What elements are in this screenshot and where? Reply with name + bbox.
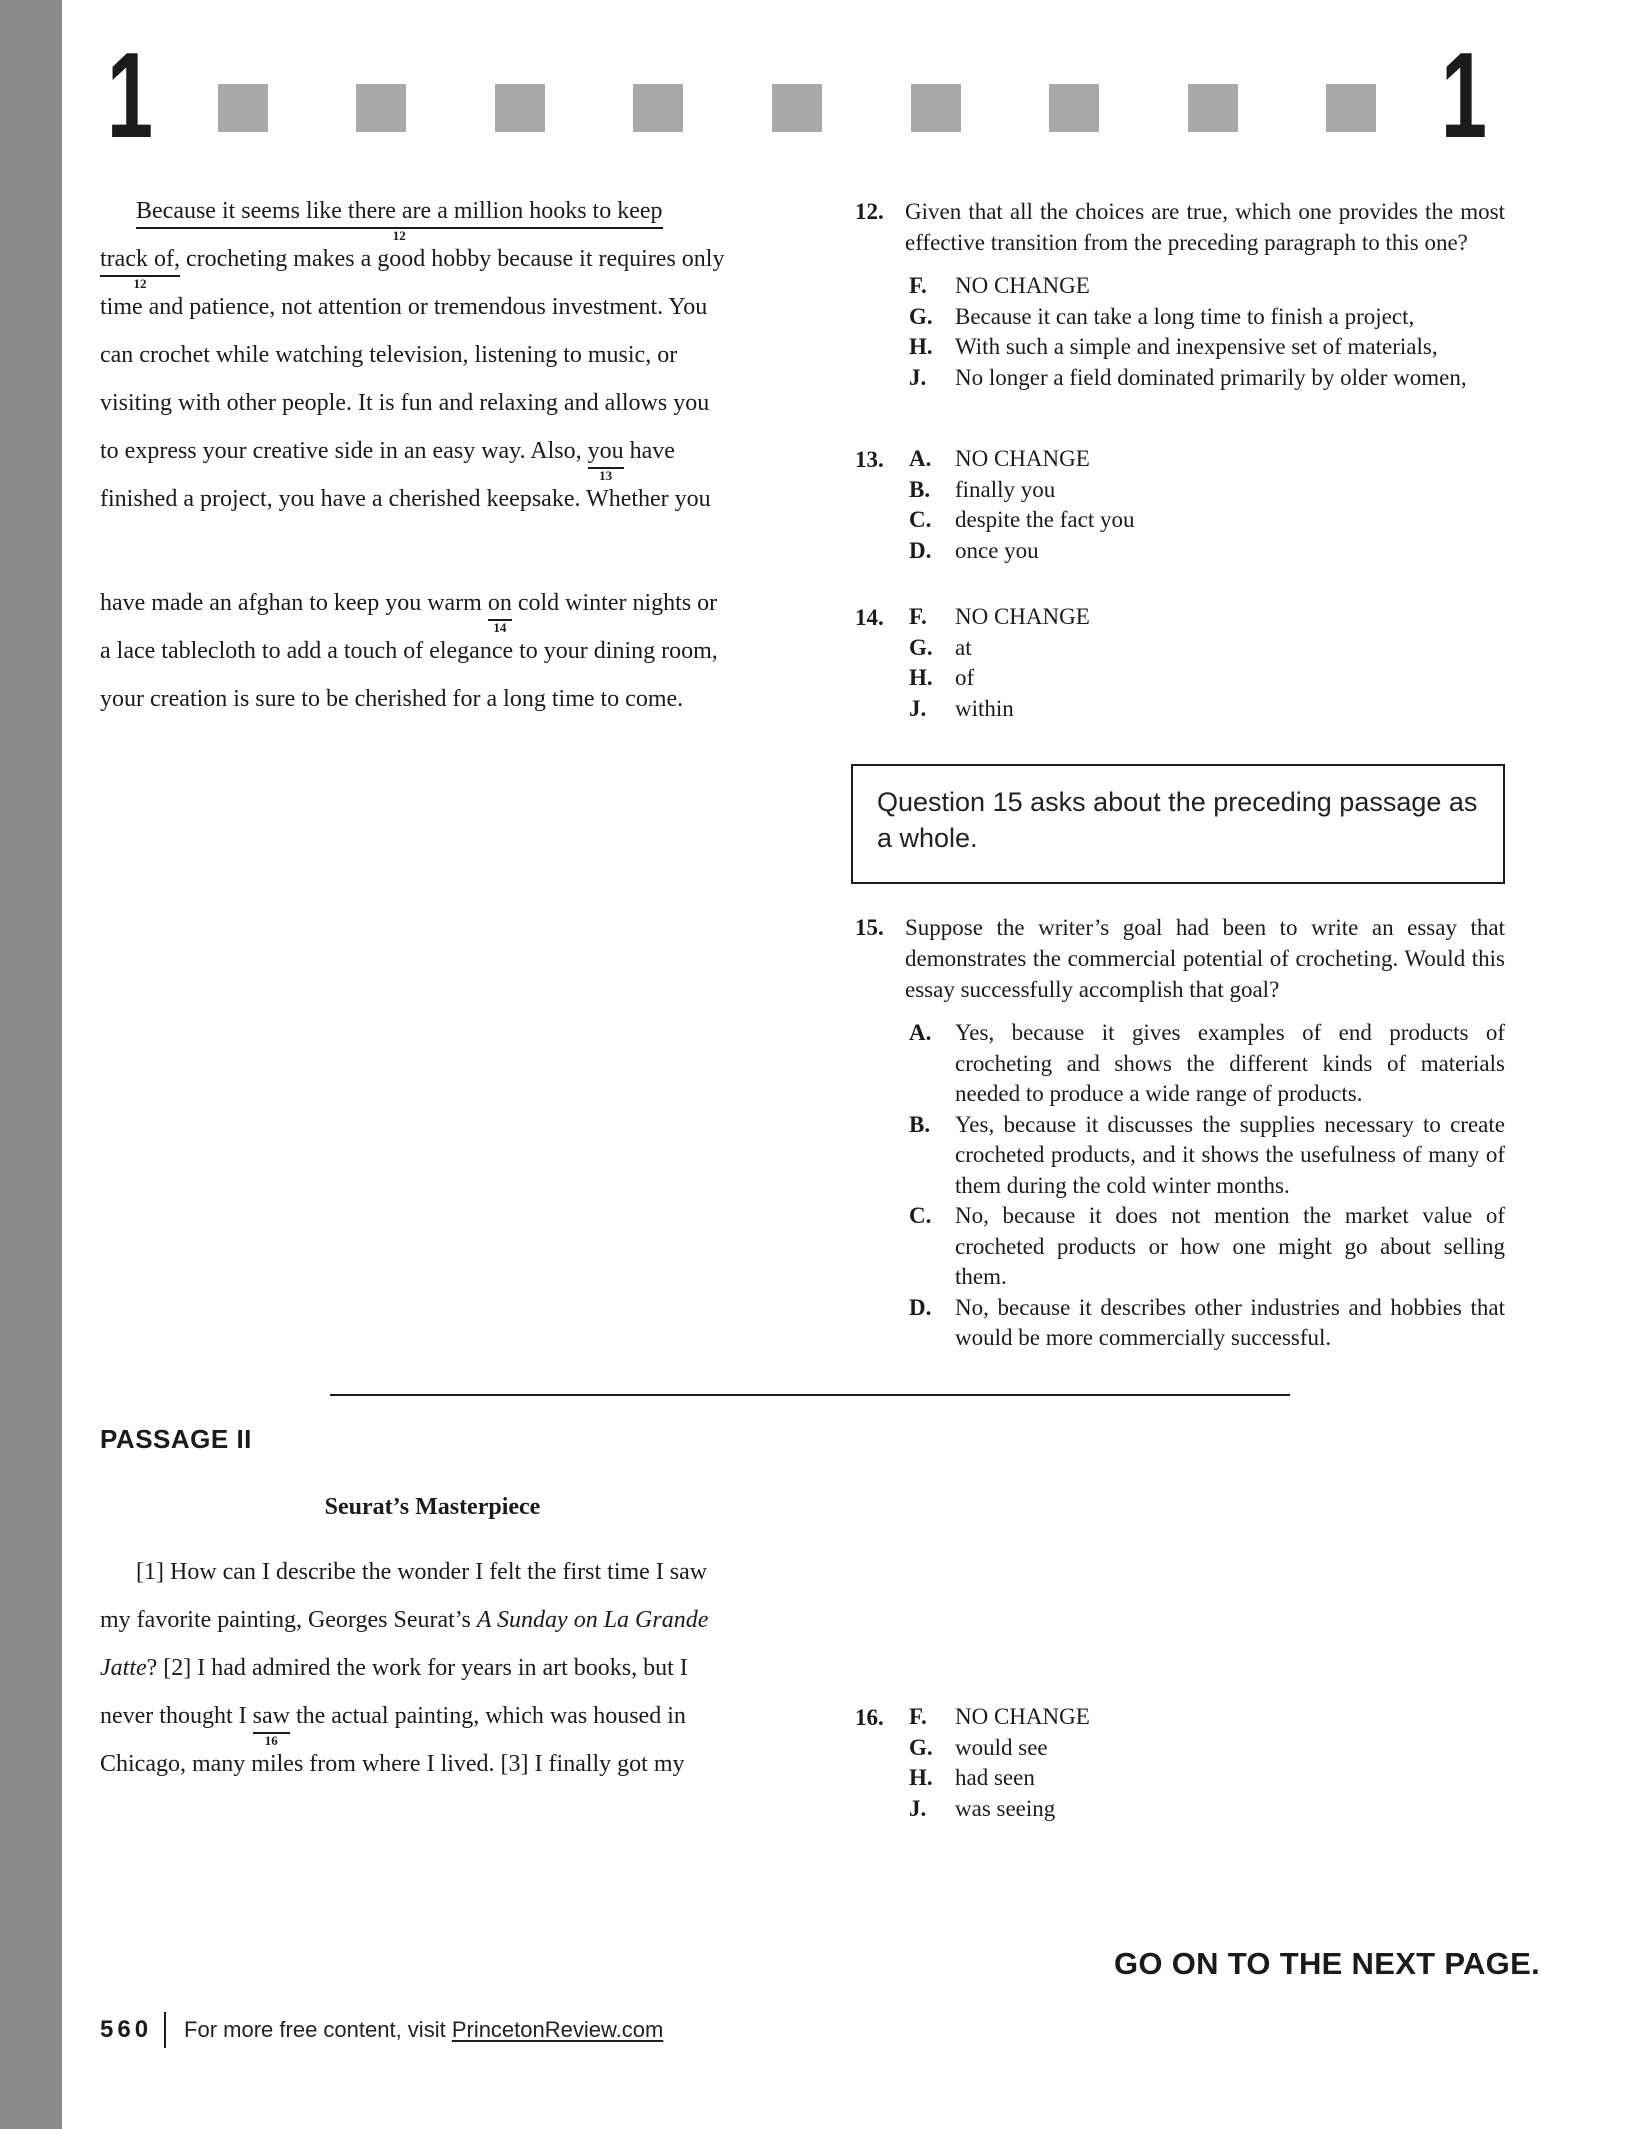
choice-text: had seen	[955, 1765, 1035, 1790]
underline-marker-number: 16	[264, 1732, 278, 1748]
choice-letter: J.	[909, 1795, 927, 1821]
question-14	[845, 602, 1505, 724]
choice-12-h	[905, 332, 1505, 363]
passage-text-segment: ? [2] I had admired the work for years in art books, but I	[146, 1655, 688, 1681]
choice-letter: F.	[909, 604, 927, 629]
choice-14-g	[905, 633, 1505, 664]
passage-2-title: Seurat’s Masterpiece	[324, 1494, 541, 1520]
underline-marker-number: 14	[493, 619, 507, 635]
question-number: 16.	[855, 1705, 884, 1730]
question-12	[845, 196, 1505, 393]
footer-divider	[164, 2012, 166, 2048]
choice-text: would see	[955, 1734, 1048, 1760]
question-number: 15.	[855, 915, 884, 940]
choice-letter: J.	[909, 695, 927, 721]
choice-letter: F.	[909, 1704, 927, 1729]
passage-1-text	[100, 187, 765, 723]
choice-15-a	[905, 1018, 1505, 1110]
choice-letter: B.	[909, 476, 931, 502]
choice-15-c	[905, 1201, 1505, 1293]
choice-text: Because it can take a long time to finish a project,	[955, 303, 1415, 329]
section-number-left: 1	[106, 27, 154, 163]
choice-text: was seeing	[955, 1795, 1056, 1821]
choice-12-g	[905, 302, 1505, 333]
choice-12-j	[905, 363, 1505, 394]
underlined-segment-13: you 13	[587, 438, 624, 483]
underline-marker-number: 13	[599, 467, 613, 483]
choice-text: of	[955, 665, 975, 690]
choice-letter: G.	[909, 634, 933, 660]
choice-text: No longer a field dominated primarily by older women,	[955, 364, 1467, 390]
header-square	[1188, 84, 1238, 132]
page-number: 560	[100, 2016, 153, 2043]
choice-text: despite the fact you	[955, 507, 1135, 532]
choice-letter: F.	[909, 273, 927, 298]
passage-text-segment: to express your creative side in an easy way. Also,	[100, 438, 588, 464]
header-square	[772, 84, 822, 132]
choice-16-j	[905, 1794, 1505, 1825]
underlined-segment-12: Because it seems like there are a million hooks to keep 12	[136, 198, 663, 243]
choice-text: Yes, because it gives examples of end products of crocheting and shows the different kinds of materials needed to produce a wide range of products.	[955, 1020, 1505, 1106]
header-square-row	[218, 84, 1376, 132]
choice-text: NO CHANGE	[955, 604, 1090, 629]
choice-13-b	[905, 475, 1505, 506]
choice-14-j	[905, 694, 1505, 725]
passage-text-segment: cold winter nights or	[511, 590, 718, 616]
go-on-instruction: GO ON TO THE NEXT PAGE.	[1113, 1946, 1540, 1981]
passage-1-paragraph-1	[100, 187, 765, 523]
header-square	[633, 84, 683, 132]
section-divider-line	[330, 1394, 1290, 1396]
underline-marker-number: 12	[392, 227, 406, 243]
passage-text-segment: the actual painting, which was housed in	[289, 1703, 686, 1729]
choice-text: Yes, because it discusses the supplies necessary to create crocheted products, and it shows the usefulness of many of them during the cold winter months.	[955, 1111, 1505, 1198]
question-stem: Suppose the writer’s goal had been to write an essay that demonstrates the commercial potential of crocheting. Would this essay successfully accomplish that goal?	[905, 915, 1505, 1002]
passage-text-segment: A Sunday on La Grande	[476, 1607, 709, 1633]
passage-text-segment: time and patience, not attention or tremendous investment. You	[100, 294, 708, 320]
choice-14-h	[905, 663, 1505, 694]
passage-1-paragraph-2	[100, 579, 765, 723]
header-square	[911, 84, 961, 132]
passage-2-paragraph	[100, 1548, 765, 1788]
question-number: 14.	[855, 605, 884, 630]
choice-text: finally you	[955, 476, 1056, 502]
passage-text-segment: crocheting makes a good hobby because it requires only	[179, 246, 725, 272]
choice-text: With such a simple and inexpensive set of materials,	[955, 334, 1438, 359]
question-15-note-box: Question 15 asks about the preceding passage as a whole.	[851, 764, 1505, 884]
page-header	[96, 27, 1498, 163]
underline-marker-number: 12	[133, 275, 147, 291]
choice-13-d	[905, 536, 1505, 567]
page-footer	[100, 2012, 663, 2048]
questions-column	[845, 196, 1505, 1354]
choice-16-g	[905, 1733, 1505, 1764]
choice-text: NO CHANGE	[955, 273, 1090, 298]
choice-letter: A.	[909, 1020, 932, 1045]
header-square	[1326, 84, 1376, 132]
passage-text-segment: my favorite painting, Georges Seurat’s	[100, 1607, 477, 1633]
underlined-segment-12: track of, 12	[100, 246, 180, 291]
choice-14-f	[905, 602, 1505, 633]
choice-letter: G.	[909, 303, 933, 329]
passage-text-segment: never thought I	[100, 1703, 253, 1729]
footer-text	[184, 2017, 663, 2043]
choice-letter: D.	[909, 537, 932, 563]
passage-text-segment: Chicago, many miles from where I lived. [3] I finally got my	[100, 1751, 685, 1777]
choice-letter: C.	[909, 1203, 932, 1228]
choice-text: at	[955, 634, 972, 660]
header-square	[218, 84, 268, 132]
passage-text-segment: [1] How can I describe the wonder I felt the first time I saw	[136, 1559, 708, 1585]
choice-16-h	[905, 1763, 1505, 1794]
choice-text: No, because it does not mention the market value of crocheted products or how one might go about selling them.	[955, 1203, 1505, 1289]
choice-text: once you	[955, 537, 1039, 563]
passage-text-segment: finished a project, you have a cherished keepsake. Whether you	[100, 486, 711, 512]
passage-text-segment: can crochet while watching television, listening to music, or	[100, 342, 678, 368]
question-stem: Given that all the choices are true, which one provides the most effective transition from the preceding paragraph to this one?	[905, 199, 1505, 255]
left-edge-gray-bar	[0, 0, 62, 2129]
choice-letter: H.	[909, 665, 933, 690]
header-square	[1049, 84, 1099, 132]
choice-12-f	[905, 271, 1505, 302]
choice-letter: D.	[909, 1294, 932, 1320]
choice-13-c	[905, 505, 1505, 536]
choice-text: No, because it describes other industries and hobbies that would be more commercially successful.	[955, 1294, 1505, 1350]
passage-2-label: PASSAGE II	[100, 1424, 252, 1454]
passage-text-segment: visiting with other people. It is fun and relaxing and allows you	[100, 390, 710, 416]
princeton-review-link[interactable]: PrincetonReview.com	[451, 2017, 664, 2042]
choice-text: NO CHANGE	[955, 446, 1090, 471]
choice-letter: G.	[909, 1734, 933, 1760]
choice-letter: B.	[909, 1111, 931, 1137]
passage-text-segment: Jatte	[100, 1655, 147, 1681]
passage-text-segment: have made an afghan to keep you warm	[100, 590, 488, 616]
question-15	[845, 912, 1505, 1354]
choice-16-f	[905, 1702, 1505, 1733]
section-number-right: 1	[1440, 27, 1488, 163]
choice-letter: J.	[909, 364, 927, 390]
choice-text: NO CHANGE	[955, 1704, 1090, 1729]
choice-letter: H.	[909, 1765, 933, 1790]
passage-text-segment: a lace tablecloth to add a touch of elegance to your dining room,	[100, 638, 718, 664]
passage-text-segment: have	[623, 438, 675, 464]
choice-letter: H.	[909, 334, 933, 359]
header-square	[495, 84, 545, 132]
question-16	[845, 1702, 1505, 1824]
choice-letter: C.	[909, 507, 932, 532]
choice-13-a	[905, 444, 1505, 475]
choice-15-d	[905, 1293, 1505, 1354]
underlined-segment-16: saw 16	[252, 1703, 290, 1748]
question-13	[845, 444, 1505, 566]
passage-2-text	[100, 1548, 765, 1788]
question-number: 13.	[855, 447, 884, 472]
choice-15-b	[905, 1110, 1505, 1202]
choice-text: within	[955, 695, 1014, 721]
underlined-segment-14: on 14	[487, 590, 512, 635]
choice-letter: A.	[909, 446, 932, 471]
passage-text-segment: your creation is sure to be cherished for a long time to come.	[100, 686, 684, 712]
footer-text-prefix: For more free content, visit	[184, 2017, 452, 2042]
question-16-block	[845, 1702, 1505, 1824]
question-number: 12.	[855, 199, 884, 224]
header-square	[356, 84, 406, 132]
